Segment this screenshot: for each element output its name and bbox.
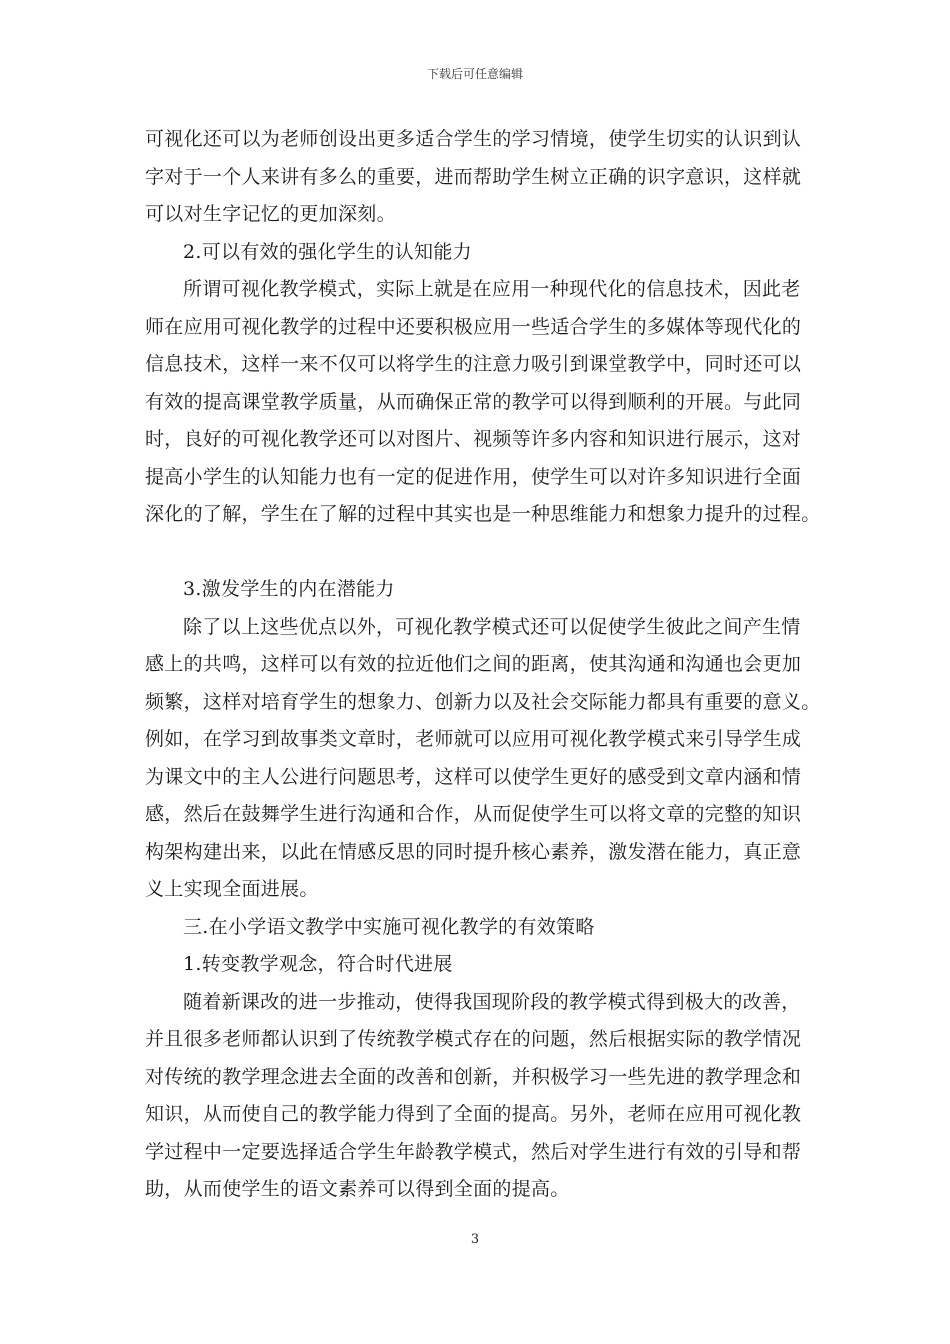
- text-line: 有效的提高课堂教学质量，从而确保正常的教学可以得到顺利的开展。与此同: [145, 390, 802, 413]
- text-line: 义上实现全面进展。: [145, 878, 319, 900]
- paragraph: [145, 609, 820, 909]
- heading-text: 3.激发学生的内在潜能力: [183, 578, 395, 600]
- text-line: 助，从而使学生的语文素养可以得到全面的提高。: [145, 1178, 570, 1200]
- text-line: 随着新课改的进一步推动，使得我国现阶段的教学模式得到极大的改善，: [183, 990, 801, 1013]
- text-line: 信息技术，这样一来不仅可以将学生的注意力吸引到课堂教学中，同时还可以: [145, 353, 802, 375]
- text-line: 知识，从而使自己的教学能力得到了全面的提高。另外，老师在应用可视化教: [145, 1103, 802, 1125]
- text-line: 感上的共鸣，这样可以有效的拉近他们之间的距离，使其沟通和沟通也会更加: [145, 653, 802, 675]
- text-line: 提高小学生的认知能力也有一定的促进作用，使学生可以对许多知识进行全面: [145, 465, 802, 488]
- text-line: 频繁，这样对培育学生的想象力、创新力以及社会交际能力都具有重要的意义。: [145, 690, 821, 713]
- heading-text: 三.在小学语文教学中实施可视化教学的有效策略: [183, 915, 595, 938]
- paragraph: [145, 271, 820, 534]
- text-line: 构架构建出来，以此在情感反思的同时提升核心素养，激发潜在能力，真正意: [145, 840, 802, 863]
- paragraph: [145, 984, 820, 1209]
- heading-text: 1.转变教学观念，符合时代进展: [183, 953, 453, 975]
- heading-text: 2.可以有效的强化学生的认知能力: [183, 240, 472, 263]
- section-heading: [145, 571, 820, 609]
- text-line: 师在应用可视化教学的过程中还要积极应用一些适合学生的多媒体等现代化的: [145, 315, 802, 338]
- text-line: 学过程中一定要选择适合学生年龄教学模式，然后对学生进行有效的引导和帮: [145, 1140, 802, 1163]
- section-heading: [145, 946, 820, 984]
- blank-line: [145, 534, 820, 572]
- page-header: 下载后可任意编辑: [426, 67, 523, 81]
- text-line: 例如，在学习到故事类文章时，老师就可以应用可视化教学模式来引导学生成: [145, 728, 802, 750]
- text-line: 时，良好的可视化教学还可以对图片、视频等许多内容和知识进行展示，这对: [145, 428, 802, 450]
- text-line: 对传统的教学理念进去全面的改善和创新，并积极学习一些先进的教学理念和: [145, 1065, 802, 1088]
- text-line: 除了以上这些优点以外，可视化教学模式还可以促使学生彼此之间产生情: [183, 615, 801, 638]
- text-line: 可视化还可以为老师创设出更多适合学生的学习情境，使学生切实的认识到认: [145, 128, 802, 150]
- text-line: 深化的了解，学生在了解的过程中其实也是一种思维能力和想象力提升的过程。: [145, 503, 821, 525]
- text-line: 并且很多老师都认识到了传统教学模式存在的问题，然后根据实际的教学情况: [145, 1028, 802, 1050]
- section-heading: [145, 909, 820, 947]
- text-line: 可以对生字记忆的更加深刻。: [145, 203, 396, 225]
- paragraph: [145, 121, 820, 234]
- text-line: 为课文中的主人公进行问题思考，这样可以使学生更好的感受到文章内涵和情: [145, 765, 802, 788]
- page-number: 3: [470, 1232, 480, 1247]
- text-line: 所谓可视化教学模式，实际上就是在应用一种现代化的信息技术，因此老: [183, 278, 801, 300]
- text-line: 字对于一个人来讲有多么的重要，进而帮助学生树立正确的识字意识，这样就: [145, 165, 802, 188]
- document-body: [145, 121, 820, 1209]
- section-heading: [145, 234, 820, 272]
- text-line: 感，然后在鼓舞学生进行沟通和合作，从而促使学生可以将文章的完整的知识: [145, 803, 802, 825]
